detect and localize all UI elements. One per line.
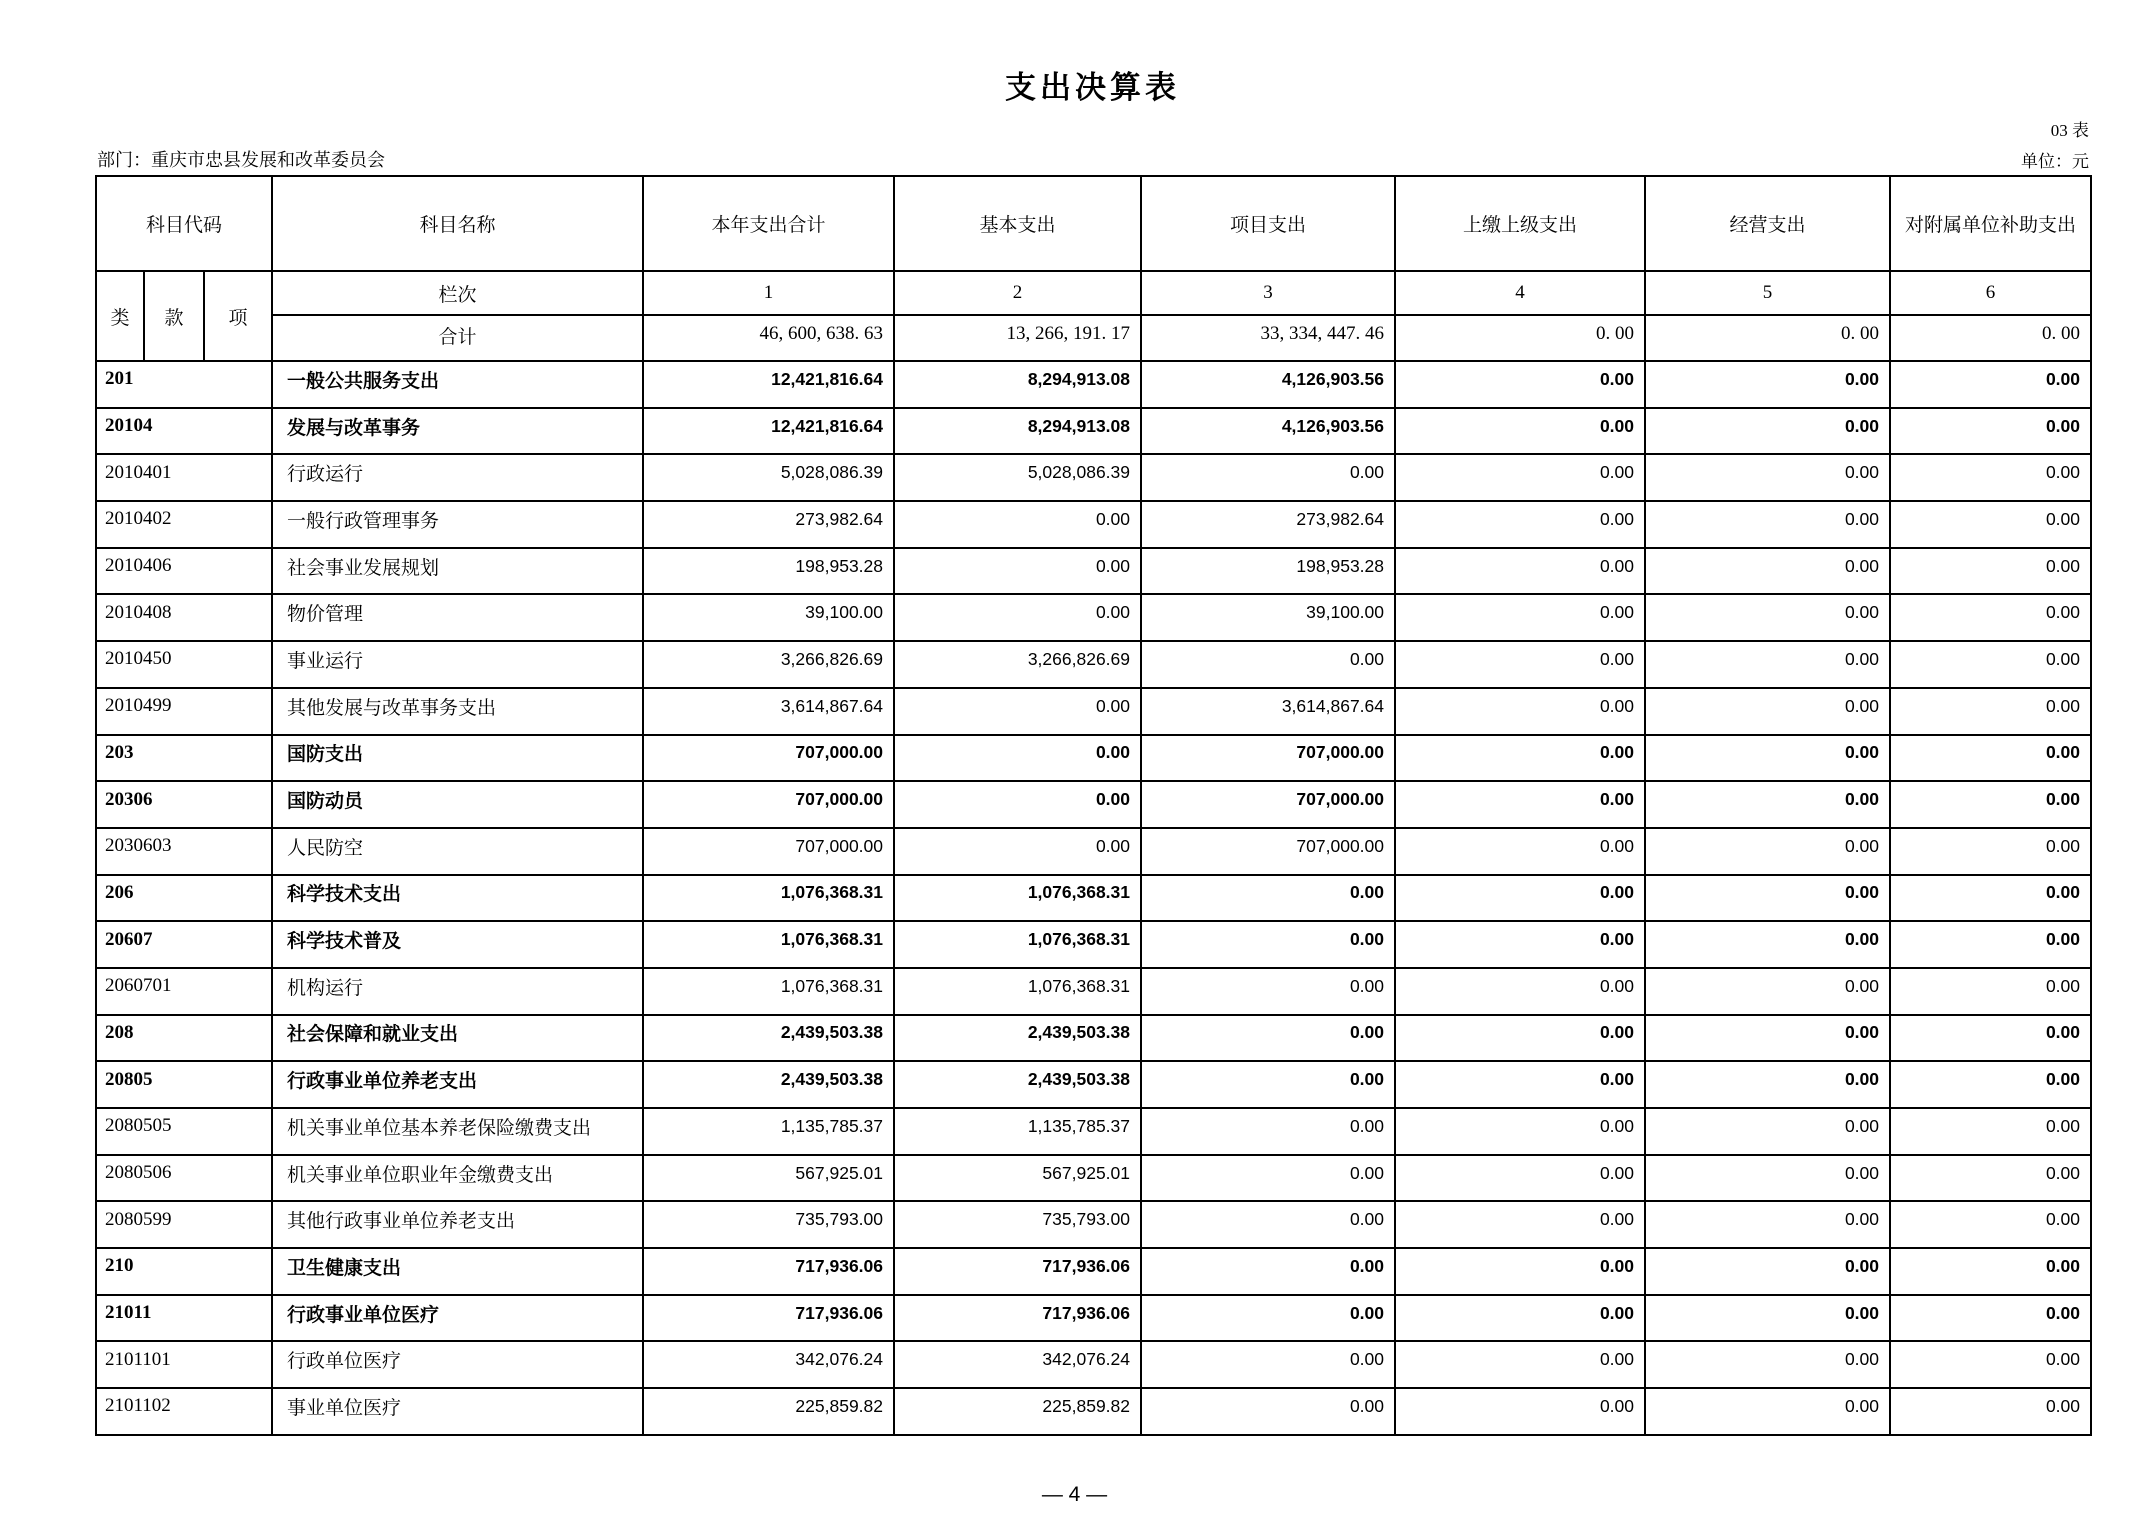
cell-value: 0.00	[1890, 1248, 2091, 1295]
cell-value: 0.00	[1645, 1155, 1890, 1202]
table-row	[96, 1108, 2091, 1155]
cell-value: 0.00	[1141, 1295, 1395, 1342]
cell-value: 717,936.06	[894, 1295, 1141, 1342]
cell-value: 342,076.24	[643, 1341, 894, 1388]
page-title: 支出决算表	[1005, 70, 1180, 105]
header-col-index-2: 2	[894, 271, 1141, 315]
header-col-basic: 基本支出	[894, 176, 1141, 271]
cell-value: 0.00	[1141, 1248, 1395, 1295]
cell-value: 0.00	[1395, 361, 1645, 408]
cell-value: 2,439,503.38	[643, 1061, 894, 1108]
table-row	[96, 1201, 2091, 1248]
cell-value: 8,294,913.08	[894, 361, 1141, 408]
cell-value: 707,000.00	[643, 781, 894, 828]
cell-value: 0.00	[1395, 875, 1645, 922]
cell-value: 2,439,503.38	[894, 1015, 1141, 1062]
cell-value: 0.00	[1890, 921, 2091, 968]
cell-value: 0.00	[1645, 1108, 1890, 1155]
cell-subject-code: 2101101	[96, 1341, 272, 1388]
cell-subject-name: 发展与改革事务	[272, 408, 643, 455]
cell-value: 717,936.06	[643, 1248, 894, 1295]
cell-value: 1,135,785.37	[894, 1108, 1141, 1155]
table-row	[96, 641, 2091, 688]
cell-value: 1,076,368.31	[894, 921, 1141, 968]
cell-value: 0.00	[1890, 1201, 2091, 1248]
cell-value: 0.00	[1890, 594, 2091, 641]
cell-value: 0.00	[1141, 641, 1395, 688]
cell-value: 567,925.01	[643, 1155, 894, 1202]
cell-subject-code: 2101102	[96, 1388, 272, 1435]
cell-value: 12,421,816.64	[643, 361, 894, 408]
cell-subject-code: 210	[96, 1248, 272, 1295]
cell-value: 0.00	[1141, 1108, 1395, 1155]
cell-value: 0.00	[1395, 594, 1645, 641]
cell-value: 1,076,368.31	[643, 921, 894, 968]
cell-subject-code: 20805	[96, 1061, 272, 1108]
table-row	[96, 594, 2091, 641]
cell-subject-name: 一般公共服务支出	[272, 361, 643, 408]
cell-value: 0.00	[1645, 1061, 1890, 1108]
cell-value: 5,028,086.39	[894, 454, 1141, 501]
cell-value: 1,135,785.37	[643, 1108, 894, 1155]
cell-value: 0.00	[1395, 1388, 1645, 1435]
cell-value: 0.00	[1890, 1155, 2091, 1202]
cell-value: 0.00	[1645, 1388, 1890, 1435]
cell-value: 0.00	[1890, 408, 2091, 455]
table-row	[96, 1015, 2091, 1062]
cell-value: 0.00	[1395, 501, 1645, 548]
cell-value: 0.00	[1141, 454, 1395, 501]
cell-value: 0.00	[1395, 1015, 1645, 1062]
cell-subject-name: 其他发展与改革事务支出	[272, 688, 643, 735]
cell-value: 0.00	[1645, 828, 1890, 875]
cell-value: 0.00	[1645, 361, 1890, 408]
table-row	[96, 968, 2091, 1015]
table-row	[96, 1248, 2091, 1295]
cell-value: 39,100.00	[1141, 594, 1395, 641]
cell-value: 0.00	[1890, 735, 2091, 782]
cell-value: 717,936.06	[643, 1295, 894, 1342]
header-col-total: 本年支出合计	[643, 176, 894, 271]
cell-subject-code: 2010402	[96, 501, 272, 548]
total-value-2: 13, 266, 191. 17	[894, 315, 1141, 361]
cell-value: 4,126,903.56	[1141, 361, 1395, 408]
cell-value: 717,936.06	[894, 1248, 1141, 1295]
cell-value: 735,793.00	[643, 1201, 894, 1248]
header-sub-section: 款	[144, 271, 204, 361]
cell-value: 0.00	[894, 688, 1141, 735]
cell-value: 0.00	[1645, 781, 1890, 828]
cell-value: 0.00	[1395, 454, 1645, 501]
header-sub-class: 类	[96, 271, 144, 361]
unit-label: 单位：元	[2021, 152, 2089, 171]
cell-value: 0.00	[1645, 1295, 1890, 1342]
cell-value: 0.00	[1645, 1248, 1890, 1295]
cell-value: 0.00	[1645, 454, 1890, 501]
total-value-1: 46, 600, 638. 63	[643, 315, 894, 361]
cell-value: 0.00	[1141, 968, 1395, 1015]
cell-subject-code: 21011	[96, 1295, 272, 1342]
cell-value: 3,614,867.64	[1141, 688, 1395, 735]
table-row	[96, 688, 2091, 735]
cell-value: 0.00	[1890, 1015, 2091, 1062]
cell-value: 0.00	[1645, 688, 1890, 735]
cell-value: 0.00	[1890, 875, 2091, 922]
cell-value: 2,439,503.38	[643, 1015, 894, 1062]
cell-value: 0.00	[894, 735, 1141, 782]
cell-value: 0.00	[1141, 1015, 1395, 1062]
cell-value: 0.00	[1890, 454, 2091, 501]
cell-value: 0.00	[1890, 1295, 2091, 1342]
cell-value: 0.00	[1395, 781, 1645, 828]
cell-subject-name: 物价管理	[272, 594, 643, 641]
cell-subject-code: 203	[96, 735, 272, 782]
cell-subject-code: 2030603	[96, 828, 272, 875]
table-row	[96, 828, 2091, 875]
cell-subject-code: 201	[96, 361, 272, 408]
cell-value: 0.00	[1645, 1015, 1890, 1062]
cell-subject-code: 2010450	[96, 641, 272, 688]
cell-value: 0.00	[1395, 968, 1645, 1015]
header-col-upturn: 上缴上级支出	[1395, 176, 1645, 271]
cell-value: 1,076,368.31	[894, 968, 1141, 1015]
cell-value: 5,028,086.39	[643, 454, 894, 501]
cell-value: 0.00	[1645, 875, 1890, 922]
cell-value: 707,000.00	[1141, 735, 1395, 782]
cell-value: 0.00	[1395, 1295, 1645, 1342]
cell-value: 0.00	[894, 781, 1141, 828]
cell-value: 225,859.82	[643, 1388, 894, 1435]
cell-value: 567,925.01	[894, 1155, 1141, 1202]
cell-value: 273,982.64	[643, 501, 894, 548]
cell-subject-code: 2080506	[96, 1155, 272, 1202]
cell-subject-code: 20607	[96, 921, 272, 968]
header-col-index-3: 3	[1141, 271, 1395, 315]
cell-value: 0.00	[1395, 641, 1645, 688]
table-row	[96, 875, 2091, 922]
table-row	[96, 1388, 2091, 1435]
header-row-lanci	[96, 271, 2091, 315]
cell-value: 225,859.82	[894, 1388, 1141, 1435]
cell-value: 3,614,867.64	[643, 688, 894, 735]
header-col-subsidy: 对附属单位补助支出	[1890, 176, 2091, 271]
total-value-5: 0. 00	[1645, 315, 1890, 361]
cell-value: 0.00	[1890, 501, 2091, 548]
cell-subject-code: 206	[96, 875, 272, 922]
cell-value: 4,126,903.56	[1141, 408, 1395, 455]
cell-value: 0.00	[1645, 968, 1890, 1015]
total-value-4: 0. 00	[1395, 315, 1645, 361]
table-row	[96, 921, 2091, 968]
cell-subject-code: 2010408	[96, 594, 272, 641]
header-lanci-label: 栏次	[272, 271, 643, 315]
cell-value: 0.00	[1141, 1341, 1395, 1388]
expenditure-table	[95, 175, 2092, 1436]
cell-value: 0.00	[1395, 688, 1645, 735]
cell-subject-name: 其他行政事业单位养老支出	[272, 1201, 643, 1248]
cell-subject-name: 行政运行	[272, 454, 643, 501]
cell-subject-code: 2010499	[96, 688, 272, 735]
cell-value: 0.00	[1141, 1061, 1395, 1108]
cell-subject-name: 事业单位医疗	[272, 1388, 643, 1435]
cell-subject-name: 社会保障和就业支出	[272, 1015, 643, 1062]
cell-value: 0.00	[1890, 1061, 2091, 1108]
table-row	[96, 454, 2091, 501]
cell-value: 0.00	[1645, 548, 1890, 595]
table-row	[96, 735, 2091, 782]
cell-value: 0.00	[1890, 548, 2091, 595]
header-col-index-5: 5	[1645, 271, 1890, 315]
header-subject-name: 科目名称	[272, 176, 643, 271]
cell-subject-name: 卫生健康支出	[272, 1248, 643, 1295]
cell-value: 8,294,913.08	[894, 408, 1141, 455]
cell-value: 0.00	[1395, 1061, 1645, 1108]
cell-value: 0.00	[1141, 1388, 1395, 1435]
cell-value: 0.00	[1141, 1201, 1395, 1248]
cell-subject-code: 2010401	[96, 454, 272, 501]
header-sub-item: 项	[204, 271, 272, 361]
cell-value: 0.00	[1395, 921, 1645, 968]
cell-value: 0.00	[894, 828, 1141, 875]
cell-subject-name: 科学技术支出	[272, 875, 643, 922]
header-row-main	[96, 176, 2091, 271]
cell-value: 273,982.64	[1141, 501, 1395, 548]
table-row	[96, 1341, 2091, 1388]
cell-value: 0.00	[1890, 1108, 2091, 1155]
cell-value: 0.00	[1890, 1388, 2091, 1435]
cell-subject-code: 20306	[96, 781, 272, 828]
cell-value: 3,266,826.69	[894, 641, 1141, 688]
cell-subject-name: 机关事业单位基本养老保险缴费支出	[272, 1108, 643, 1155]
header-col-operating: 经营支出	[1645, 176, 1890, 271]
cell-value: 0.00	[894, 548, 1141, 595]
cell-value: 0.00	[1890, 688, 2091, 735]
cell-value: 0.00	[1395, 1341, 1645, 1388]
cell-subject-code: 2080505	[96, 1108, 272, 1155]
cell-value: 0.00	[1395, 735, 1645, 782]
cell-value: 2,439,503.38	[894, 1061, 1141, 1108]
cell-value: 39,100.00	[643, 594, 894, 641]
cell-value: 0.00	[1141, 1155, 1395, 1202]
table-row	[96, 1061, 2091, 1108]
total-row-label: 合计	[272, 315, 643, 361]
header-col-project: 项目支出	[1141, 176, 1395, 271]
cell-subject-code: 20104	[96, 408, 272, 455]
cell-subject-code: 2060701	[96, 968, 272, 1015]
cell-value: 0.00	[1890, 1341, 2091, 1388]
cell-value: 0.00	[1890, 968, 2091, 1015]
table-row	[96, 361, 2091, 408]
header-subject-code: 科目代码	[96, 176, 272, 271]
cell-value: 0.00	[1395, 1108, 1645, 1155]
cell-value: 1,076,368.31	[643, 875, 894, 922]
cell-subject-name: 科学技术普及	[272, 921, 643, 968]
cell-value: 1,076,368.31	[894, 875, 1141, 922]
cell-value: 707,000.00	[643, 735, 894, 782]
cell-value: 0.00	[1890, 781, 2091, 828]
cell-value: 0.00	[1645, 408, 1890, 455]
cell-value: 0.00	[1395, 1201, 1645, 1248]
cell-value: 0.00	[894, 594, 1141, 641]
cell-value: 707,000.00	[1141, 781, 1395, 828]
cell-subject-name: 国防动员	[272, 781, 643, 828]
cell-value: 0.00	[1645, 594, 1890, 641]
cell-value: 0.00	[1890, 828, 2091, 875]
table-row	[96, 501, 2091, 548]
total-row	[96, 315, 2091, 361]
cell-value: 0.00	[1645, 1341, 1890, 1388]
cell-value: 1,076,368.31	[643, 968, 894, 1015]
cell-value: 0.00	[1395, 1248, 1645, 1295]
cell-value: 0.00	[1645, 1201, 1890, 1248]
table-row	[96, 1295, 2091, 1342]
table-number: 03 表	[2050, 121, 2089, 140]
cell-subject-name: 行政事业单位养老支出	[272, 1061, 643, 1108]
table-row	[96, 408, 2091, 455]
total-value-3: 33, 334, 447. 46	[1141, 315, 1395, 361]
cell-value: 0.00	[1395, 408, 1645, 455]
cell-subject-name: 社会事业发展规划	[272, 548, 643, 595]
cell-subject-code: 2080599	[96, 1201, 272, 1248]
table-row	[96, 781, 2091, 828]
cell-value: 0.00	[1395, 1155, 1645, 1202]
cell-value: 0.00	[894, 501, 1141, 548]
cell-value: 0.00	[1890, 361, 2091, 408]
cell-value: 0.00	[1395, 828, 1645, 875]
cell-value: 3,266,826.69	[643, 641, 894, 688]
header-col-index-4: 4	[1395, 271, 1645, 315]
cell-subject-name: 行政事业单位医疗	[272, 1295, 643, 1342]
cell-value: 735,793.00	[894, 1201, 1141, 1248]
page-number: — 4 —	[1041, 1483, 1108, 1506]
cell-value: 0.00	[1395, 548, 1645, 595]
cell-subject-name: 机构运行	[272, 968, 643, 1015]
cell-value: 198,953.28	[643, 548, 894, 595]
cell-subject-code: 208	[96, 1015, 272, 1062]
cell-value: 0.00	[1645, 641, 1890, 688]
department-label: 部门：重庆市忠县发展和改革委员会	[97, 150, 385, 170]
cell-value: 0.00	[1645, 501, 1890, 548]
cell-value: 0.00	[1141, 921, 1395, 968]
cell-value: 0.00	[1890, 641, 2091, 688]
header-col-index-6: 6	[1890, 271, 2091, 315]
cell-value: 0.00	[1141, 875, 1395, 922]
table-row	[96, 548, 2091, 595]
cell-value: 12,421,816.64	[643, 408, 894, 455]
table-row	[96, 1155, 2091, 1202]
cell-subject-name: 一般行政管理事务	[272, 501, 643, 548]
total-value-6: 0. 00	[1890, 315, 2091, 361]
header-col-index-1: 1	[643, 271, 894, 315]
cell-subject-name: 人民防空	[272, 828, 643, 875]
cell-value: 0.00	[1645, 735, 1890, 782]
cell-value: 342,076.24	[894, 1341, 1141, 1388]
cell-value: 0.00	[1645, 921, 1890, 968]
cell-subject-name: 机关事业单位职业年金缴费支出	[272, 1155, 643, 1202]
cell-value: 707,000.00	[1141, 828, 1395, 875]
cell-subject-name: 国防支出	[272, 735, 643, 782]
cell-subject-name: 事业运行	[272, 641, 643, 688]
cell-value: 198,953.28	[1141, 548, 1395, 595]
cell-value: 707,000.00	[643, 828, 894, 875]
cell-subject-code: 2010406	[96, 548, 272, 595]
cell-subject-name: 行政单位医疗	[272, 1341, 643, 1388]
